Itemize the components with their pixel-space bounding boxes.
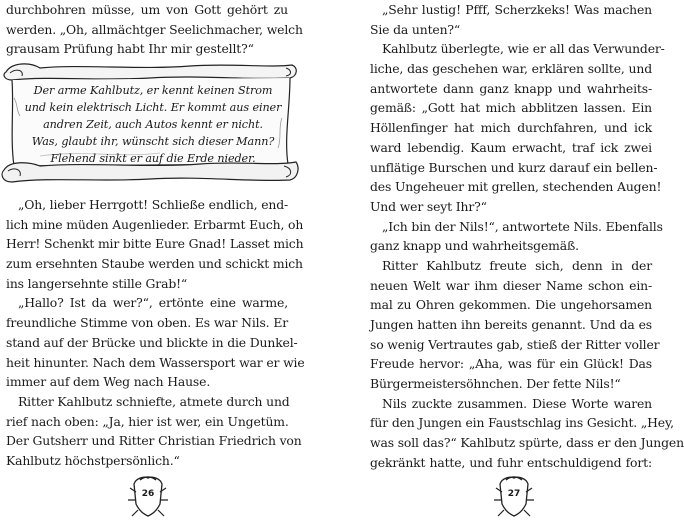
text-line: Und wer seyt Ihr?“ <box>370 198 487 214</box>
text-line: unflätige Burschen und kurz darauf ein bellen- <box>370 159 658 175</box>
page-number: 27 <box>507 489 521 499</box>
text-line: gekränkt hatte, und fuhr entschuldigend fort: <box>370 454 652 470</box>
text-line: „Sehr lustig! Pfff, Scherzkeks! Was machen <box>382 2 652 17</box>
left-page-body <box>6 195 305 471</box>
text-line: Ritter Kahlbutz freute sich, denn in der <box>382 257 652 273</box>
text-line: Kahlbutz höchstpersönlich.“ <box>6 452 180 468</box>
scroll-line: andren Zeit, auch Autos kennt er nicht. <box>43 118 263 131</box>
text-line: „Ich bin der Nils!“, antwortete Nils. Ebenfalls <box>382 218 663 234</box>
text-line: liche, das geschehen war, erklären sollte, und <box>370 61 652 77</box>
text-line: Jungen hatten ihn bereits genannt. Und da es <box>370 317 652 332</box>
page-number: 26 <box>141 489 155 499</box>
scroll-line: Der arme Kahlbutz, er kennt keinen Strom <box>33 84 273 97</box>
text-line: Bürgermeistersöhnchen. Der fette Nils!“ <box>370 376 621 392</box>
text-line: Ritter Kahlbutz schniefte, atmete durch und <box>18 393 290 409</box>
left-page <box>6 0 303 59</box>
text-line: antwortete dann ganz knapp und wahrheits- <box>370 80 652 96</box>
text-line: Sie da unten?“ <box>370 21 461 37</box>
scroll-line: Flehend sinkt er auf die Erde nieder. <box>50 152 256 165</box>
text-line: „Hallo? Ist da wer?“, ertönte eine warme, <box>18 295 288 311</box>
text-line: Kahlbutz überlegte, wie er all das Verwunder- <box>382 41 665 57</box>
text-line: freundliche Stimme von oben. Es war Nils. Er <box>6 315 288 331</box>
parchment-scroll <box>0 58 300 188</box>
text-line: Nils zuckte zusammen. Diese Worte waren <box>382 395 652 411</box>
text-line: Der Gutsherr und Ritter Christian Friedrich von <box>6 433 302 449</box>
text-line: durchbohren müsse, um von Gott gehört zu <box>6 2 288 17</box>
text-line: immer auf dem Weg nach Hause. <box>6 374 211 390</box>
text-line: mal zu Ohren gekommen. Die ungehorsamen <box>370 297 652 313</box>
text-line: Freude hervor: „Aha, was für ein Glück! Das <box>370 356 652 372</box>
page-number-emblem-right <box>492 474 536 518</box>
scroll-line: und kein elektrisch Licht. Er kommt aus einer <box>24 101 282 114</box>
text-line: Höllenfinger hat mich durchfahren, und ick <box>370 120 652 136</box>
right-page <box>370 0 684 473</box>
text-line: so wenig Vertrautes gab, stieß der Ritter voller <box>370 336 660 352</box>
text-line: ward lebendig. Kaum erwacht, traf ick zwei <box>370 139 652 155</box>
text-line: ins langersehnte stille Grab!“ <box>6 275 188 291</box>
text-line: stand auf der Brücke und blickte in die Dunkel- <box>6 334 298 350</box>
text-line: neuen Welt war ihm dieser Name schon ein- <box>370 277 652 293</box>
text-line: zum ersehnten Staube werden und schickt mich <box>6 256 303 272</box>
scroll-text <box>18 82 288 167</box>
text-line: „Oh, lieber Herrgott! Schließe endlich, end- <box>18 197 289 212</box>
page-number-emblem-left <box>126 474 170 518</box>
text-line: Herr! Schenkt mir bitte Eure Gnad! Lasset mich <box>6 236 304 252</box>
text-line: ganz knapp und wahrheitsgemäß. <box>370 238 579 254</box>
text-line: des Ungeheuer mit grellen, stechenden Augen! <box>370 179 662 195</box>
scroll-line: Was, glaubt ihr, wünscht sich dieser Mann? <box>31 135 275 148</box>
text-line: was soll das?“ Kahlbutz spürte, dass er den Jungen <box>370 435 684 451</box>
text-line: heit hinunter. Nach dem Wassersport war er wie <box>6 354 305 370</box>
text-line: gemäß: „Gott hat mich abblitzen lassen. Ein <box>370 100 652 116</box>
text-line: für den Jungen ein Faustschlag ins Gesicht. „Hey, <box>370 415 674 431</box>
text-line: rief nach oben: „Ja, hier ist wer, ein Ungetüm. <box>6 413 289 429</box>
text-line: grausam Prüfung habt Ihr mir gestellt?“ <box>6 41 254 57</box>
text-line: lich mine müden Augenlieder. Erbarmt Euch, oh <box>6 216 304 232</box>
text-line: werden. „Oh, allmächtger Seelichmacher, welch <box>6 21 303 37</box>
